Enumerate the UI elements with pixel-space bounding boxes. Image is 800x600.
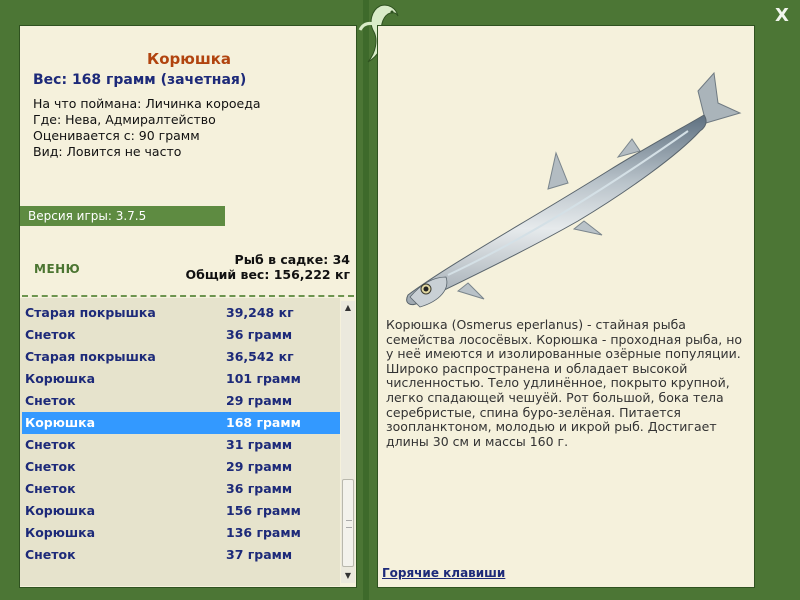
bait-info: На что поймана: Личинка короеда <box>33 96 261 111</box>
catch-item-name: Снеток <box>25 547 76 562</box>
fish-description-panel <box>377 25 755 588</box>
catch-item-weight: 31 грамм <box>226 437 293 452</box>
catch-item-name: Корюшка <box>25 503 96 518</box>
fish-weight: Вес: 168 грамм (зачетная) <box>33 72 247 88</box>
scroll-up-arrow-icon[interactable]: ▲ <box>344 303 352 312</box>
scroll-down-arrow-icon[interactable]: ▼ <box>344 571 352 580</box>
min-weight-info: Оценивается с: 90 грамм <box>33 128 200 143</box>
catch-list-item[interactable] <box>22 434 340 456</box>
close-button[interactable]: X <box>775 5 789 26</box>
catch-item-weight: 29 грамм <box>226 459 293 474</box>
catch-list-item[interactable] <box>22 456 340 478</box>
catch-list-item[interactable] <box>22 412 340 434</box>
fish-description: Корюшка (Osmerus eperlanus) - стайная рыба семейства лососёвых. Корюшка - проходная рыба, но у неё имеются и изолированные озёрные популяции. Широко распространена и обладает высокой численностью. Тело удлинённое, покрыто крупной, легко спадающей чешуёй. Рот большой, бока тела серебристые, спина буро-зелёная. Питается зоопланктоном, молодью и икрой рыб. Достигает длины 30 см и массы 160 г. <box>386 317 743 449</box>
catch-item-name: Корюшка <box>25 371 96 386</box>
catch-item-weight: 101 грамм <box>226 371 301 386</box>
catch-list-item[interactable] <box>22 500 340 522</box>
catch-item-name: Снеток <box>25 481 76 496</box>
catch-item-name: Корюшка <box>25 525 96 540</box>
location-info: Где: Нева, Адмиралтейство <box>33 112 216 127</box>
rarity-info: Вид: Ловится не часто <box>33 144 182 159</box>
catch-item-name: Старая покрышка <box>25 349 156 364</box>
game-version: Версия игры: 3.7.5 <box>20 206 225 226</box>
smelt-fish-image <box>388 51 748 321</box>
scroll-thumb[interactable] <box>342 479 354 567</box>
catch-item-name: Снеток <box>25 393 76 408</box>
catch-list-item[interactable] <box>22 324 340 346</box>
catch-item-weight: 39,248 кг <box>226 305 294 320</box>
catch-item-weight: 168 грамм <box>226 415 301 430</box>
catch-item-weight: 156 грамм <box>226 503 301 518</box>
fish-details <box>33 96 261 160</box>
dashed-divider <box>22 295 354 297</box>
catch-item-weight: 36 грамм <box>226 327 293 342</box>
catch-list-item[interactable] <box>22 368 340 390</box>
catch-item-name: Снеток <box>25 327 76 342</box>
catch-list-item[interactable] <box>22 478 340 500</box>
catch-item-name: Снеток <box>25 459 76 474</box>
catch-item-name: Корюшка <box>25 415 96 430</box>
fish-count: Рыб в садке: 34 <box>234 252 350 267</box>
menu-button[interactable]: МЕНЮ <box>34 262 81 276</box>
catch-item-weight: 136 грамм <box>226 525 301 540</box>
catch-item-weight: 29 грамм <box>226 393 293 408</box>
catch-list-item[interactable] <box>22 302 340 324</box>
catch-item-name: Старая покрышка <box>25 305 156 320</box>
hotkeys-link[interactable]: Горячие клавиши <box>382 566 506 580</box>
catch-list-item[interactable] <box>22 544 340 566</box>
catch-list-item[interactable] <box>22 522 340 544</box>
catch-item-weight: 37 грамм <box>226 547 293 562</box>
fish-name: Корюшка <box>146 50 232 68</box>
total-weight: Общий вес: 156,222 кг <box>185 267 350 282</box>
list-scrollbar[interactable] <box>341 301 355 583</box>
catch-list-item[interactable] <box>22 390 340 412</box>
catch-item-weight: 36,542 кг <box>226 349 294 364</box>
catch-list-item[interactable] <box>22 346 340 368</box>
fish-info-panel <box>19 25 357 588</box>
panel-divider <box>363 0 369 600</box>
catch-item-name: Снеток <box>25 437 76 452</box>
grip-icon <box>346 520 352 528</box>
catch-stats <box>186 252 351 282</box>
catch-list <box>20 298 340 586</box>
catch-item-weight: 36 грамм <box>226 481 293 496</box>
